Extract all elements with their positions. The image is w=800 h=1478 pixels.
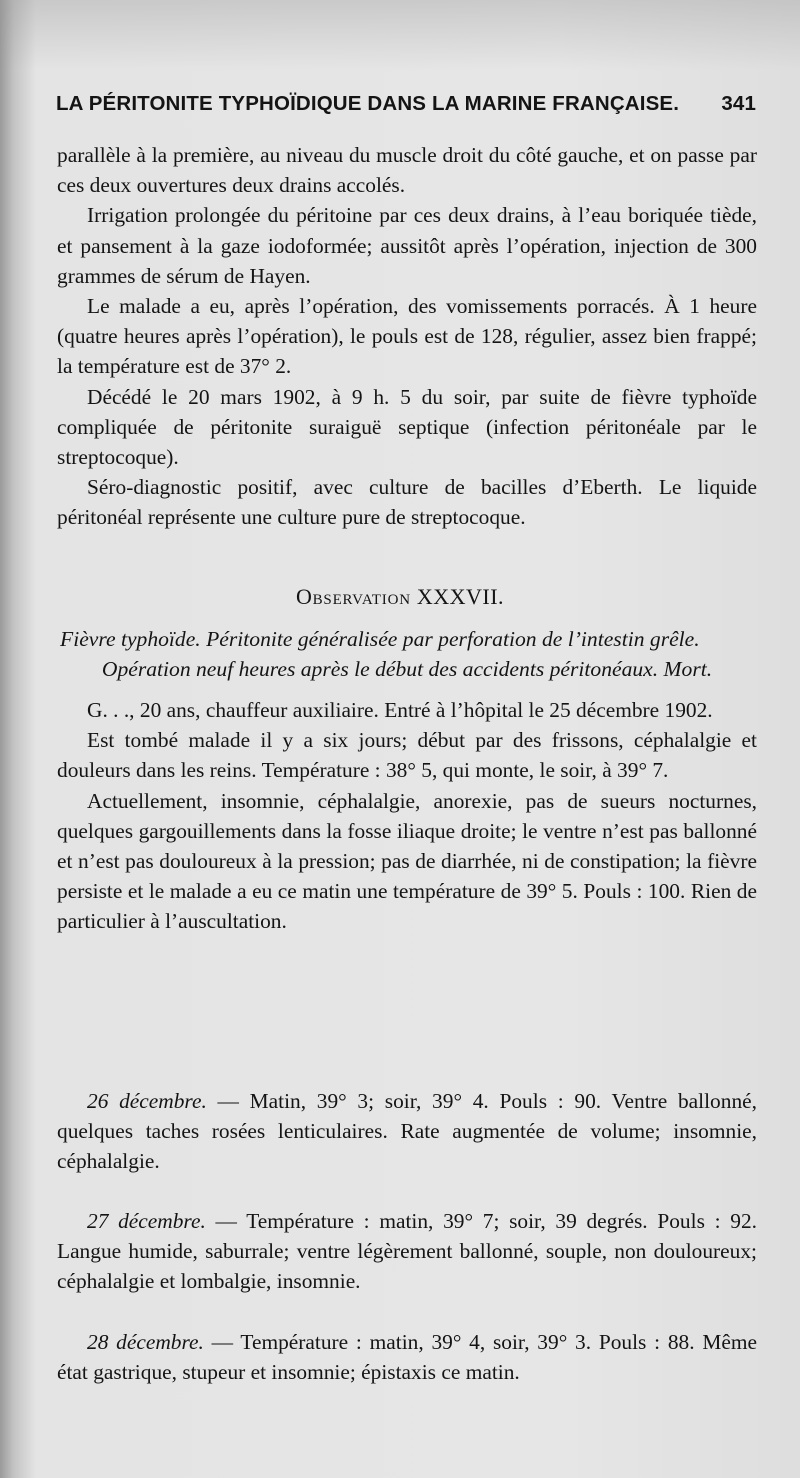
paragraph: Décédé le 20 mars 1902, à 9 h. 5 du soir, par suite de fièvre typhoïde compliquée de péritonite suraiguë septique (infection péritonéale par le streptocoque). bbox=[57, 384, 757, 470]
paragraph: Est tombé malade il y a six jours; début par des frissons, céphalalgie et douleurs dans les reins. Température : 38° 5, qui monte, le soir, à 39° 7. bbox=[57, 728, 757, 783]
paragraph bbox=[57, 1327, 757, 1387]
observation-heading bbox=[0, 584, 800, 610]
observation-subtitle bbox=[57, 624, 757, 684]
entry-text: — Température : matin, 39° 4, soir, 39° 3. Pouls : 88. Même état gastrique, stupeur et insomnie; épistaxis ce matin. bbox=[57, 1330, 758, 1385]
paragraph: Irrigation prolongée du péritoine par ces deux drains, à l’eau boriquée tiède, et pansement à la gaze iodoformée; aussitôt après l’opération, injection de 300 grammes de sérum de Hayen. bbox=[57, 203, 757, 288]
subtitle-line: Opération neuf heures après le début des accidents péritonéaux. Mort. bbox=[101, 657, 713, 681]
daily-entry bbox=[57, 1327, 757, 1387]
running-title: LA PÉRITONITE TYPHOÏDIQUE DANS LA MARINE FRANÇAISE. bbox=[56, 92, 680, 115]
paragraph: Séro-diagnostic positif, avec culture de bacilles d’Eberth. Le liquide péritonéal représente une culture pure de streptocoque. bbox=[57, 475, 757, 530]
paragraph: G. . ., 20 ans, chauffeur auxiliaire. Entré à l’hôpital le 25 décembre 1902. bbox=[87, 698, 713, 722]
subtitle-line: Fièvre typhoïde. Péritonite généralisée par perforation de l’intestin grêle. bbox=[60, 627, 700, 651]
page-number: 341 bbox=[721, 92, 756, 115]
entry-date: 26 décembre. bbox=[87, 1089, 207, 1113]
entry-date: 28 décembre. bbox=[87, 1330, 204, 1354]
paragraph bbox=[57, 1086, 757, 1177]
daily-entry bbox=[57, 1206, 757, 1297]
running-header bbox=[56, 92, 756, 116]
paragraph: Le malade a eu, après l’opération, des vomissements porracés. À 1 heure (quatre heures après l’opération), le pouls est de 128, régulier, assez bien frappé; la température est de 37° 2. bbox=[57, 294, 757, 379]
entry-text: — Température : matin, 39° 7; soir, 39 degrés. Pouls : 92. Langue humide, saburrale; ventre légèrement ballonné, souple, non douloureux; céphalalgie et lombalgie, insomnie. bbox=[57, 1209, 757, 1294]
daily-entry bbox=[57, 1086, 757, 1177]
page-shadow bbox=[0, 0, 800, 70]
paragraph bbox=[57, 1206, 757, 1297]
paragraph: Actuellement, insomnie, céphalalgie, anorexie, pas de sueurs nocturnes, quelques gargouillements dans la fosse iliaque droite; le ventre n’est pas ballonné et n’est pas douloureux à la pression; pas de diarrhée, ni de constipation; la fièvre persiste et le malade a eu ce matin une température de 39° 5. Pouls : 100. Rien de particulier à l’auscultation. bbox=[57, 788, 757, 934]
case-history bbox=[57, 695, 757, 937]
observation-number: XXXVII. bbox=[416, 584, 505, 609]
paragraph: parallèle à la première, au niveau du muscle droit du côté gauche, et on passe par ces deux ouvertures deux drains accolés. bbox=[57, 143, 757, 198]
observation-label: Observation bbox=[295, 584, 411, 609]
entry-date: 27 décembre. bbox=[87, 1209, 206, 1233]
entry-text: — Matin, 39° 3; soir, 39° 4. Pouls : 90. Ventre ballonné, quelques taches rosées lenticulaires. Rate augmentée de volume; insomnie, céphalalgie. bbox=[57, 1089, 757, 1174]
section-continuation bbox=[57, 140, 757, 533]
